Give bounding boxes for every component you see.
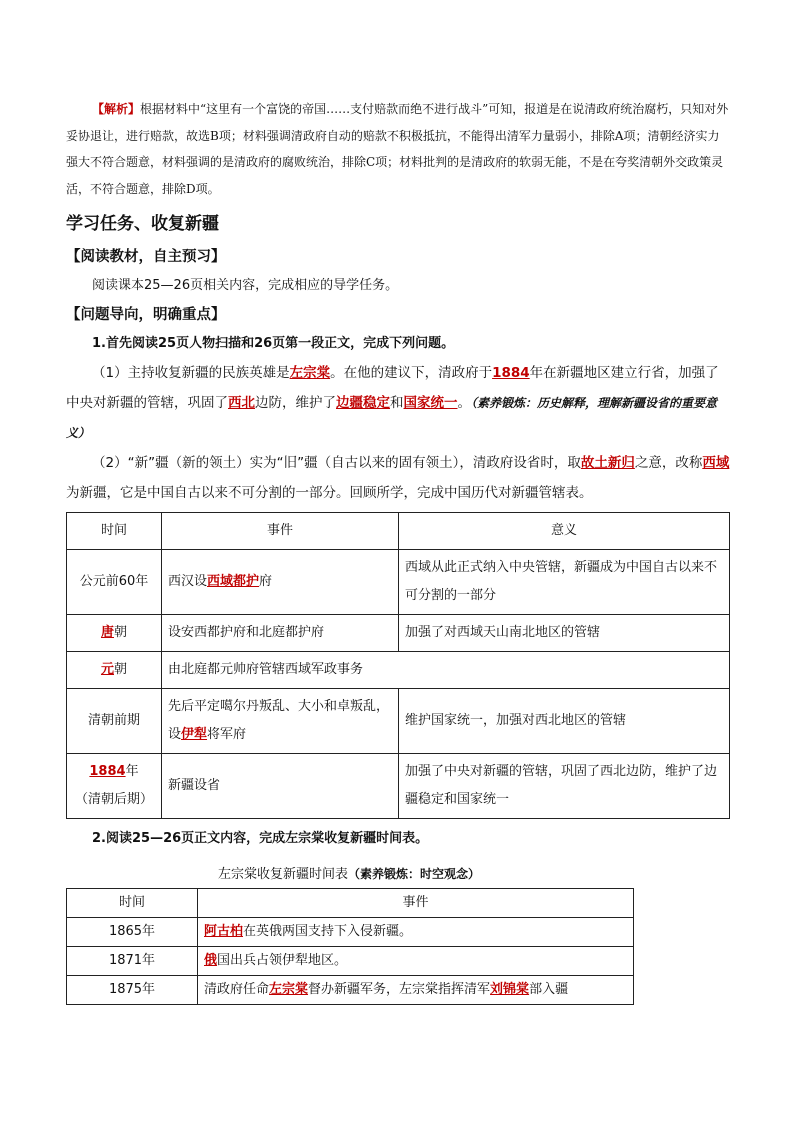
table-row bbox=[67, 615, 730, 652]
caption-text: 左宗棠收复新疆时间表 bbox=[217, 867, 348, 882]
row2-meaning: 加强了对西域天山南北地区的管辖 bbox=[399, 615, 730, 652]
q1-p1-text-b: 。在他的建议下，清政府于 bbox=[330, 365, 493, 381]
caption-note: （素养锻炼：时空观念） bbox=[348, 867, 481, 881]
t2-row3-text-b: 督办新疆军务，左宗棠指挥清军 bbox=[308, 982, 491, 997]
answer-yakub-beg: 阿古柏 bbox=[204, 924, 244, 939]
section-question-heading: 【问题导向，明确重点】 bbox=[66, 307, 226, 323]
t2-row1-event bbox=[198, 918, 634, 947]
q1-p2-text-a: （2）“新”疆（新的领土）实为“旧”疆（自古以来的固有领土），清政府设省时，取 bbox=[92, 455, 581, 471]
row5-meaning: 加强了中央对新疆的管辖，巩固了西北边防，维护了边疆稳定和国家统一 bbox=[399, 754, 730, 819]
row5-event: 新疆设省 bbox=[162, 754, 399, 819]
worksheet-page bbox=[66, 96, 730, 1005]
row3-event: 由北庭都元帅府管辖西域军政事务 bbox=[162, 652, 730, 689]
t2-row3-text-a: 清政府任命 bbox=[204, 982, 270, 997]
row4-event bbox=[162, 689, 399, 754]
q1-p1-text-d: 边防，维护了 bbox=[255, 395, 336, 411]
read-instruction: 阅读课本25—26页相关内容，完成相应的导学任务。 bbox=[92, 278, 399, 293]
table2-caption bbox=[66, 863, 632, 882]
answer-hero: 左宗棠 bbox=[289, 365, 331, 381]
q1-p1-text-c: 年在新疆地区建立行省，加强了中央对新疆的管辖，巩固了 bbox=[66, 365, 719, 411]
t2-row2-event bbox=[198, 947, 634, 976]
table-header-row bbox=[67, 513, 730, 550]
answer-tang: 唐 bbox=[100, 625, 114, 640]
q1-part1 bbox=[66, 358, 730, 448]
row4-event-b: 将军府 bbox=[207, 727, 247, 742]
row4-meaning: 维护国家统一，加强对西北地区的管辖 bbox=[399, 689, 730, 754]
answer-protectorate: 西域都护 bbox=[207, 574, 260, 589]
analysis-tag: 【解析】 bbox=[92, 102, 141, 116]
table-row bbox=[67, 689, 730, 754]
answer-ili: 伊犁 bbox=[181, 727, 208, 742]
table-row bbox=[67, 550, 730, 615]
q2-heading: 2.阅读25—26页正文内容，完成左宗棠收复新疆时间表。 bbox=[92, 831, 429, 846]
row2-event: 设安西都护府和北庭都护府 bbox=[162, 615, 399, 652]
q1-part2 bbox=[66, 448, 730, 508]
table-row bbox=[67, 652, 730, 689]
row1-event-a: 西汉设 bbox=[168, 574, 208, 589]
q1-p2-text-b: 之意，改称 bbox=[634, 455, 703, 471]
q1-p1-text-e: 和 bbox=[390, 395, 404, 411]
answer-liu: 刘锦棠 bbox=[490, 982, 530, 997]
answer-stability: 边疆稳定 bbox=[336, 395, 390, 411]
t2-row1-text: 在英俄两国支持下入侵新疆。 bbox=[243, 924, 413, 939]
row1-event-b: 府 bbox=[259, 574, 273, 589]
recovery-timeline-table bbox=[66, 888, 634, 1005]
t2-row3-event bbox=[198, 976, 634, 1005]
col-header-time: 时间 bbox=[67, 889, 198, 918]
answer-western-regions: 西域 bbox=[702, 455, 730, 471]
answer-zuo: 左宗棠 bbox=[269, 982, 309, 997]
jurisdiction-table bbox=[66, 512, 730, 819]
row2-time bbox=[67, 615, 162, 652]
row1-time: 公元前60年 bbox=[67, 550, 162, 615]
row4-time: 清朝前期 bbox=[67, 689, 162, 754]
table-row bbox=[67, 918, 634, 947]
row4-event-a: 先后平定噶尔丹叛乱、大小和卓叛乱，设 bbox=[168, 699, 390, 742]
answer-yuan: 元 bbox=[100, 662, 114, 677]
row1-event bbox=[162, 550, 399, 615]
task-title: 学习任务、收复新疆 bbox=[66, 214, 219, 234]
row5-time bbox=[67, 754, 162, 819]
col-header-time: 时间 bbox=[67, 513, 162, 550]
analysis-text: 根据材料中“这里有一个富饶的帝国……支付赔款而绝不进行战斗”可知，报道是在说清政府统治腐朽，只知对外妥协退让，进行赔款，故选B项；材料强调清政府自动的赔款不积极抵抗，不能得出清军力量弱小，排除A项；清朝经济实力强大不符合题意，材料强调的是清政府的腐败统治，排除C项；材料批判的是清政府的软弱无能，不是在夸奖清朝外交政策灵活，不符合题意，排除D项。 bbox=[66, 102, 729, 196]
row5-time-b: 年 bbox=[125, 764, 139, 779]
q1-p1-text-a: （1）主持收复新疆的民族英雄是 bbox=[92, 365, 290, 381]
q1-p1-text-f: 。 bbox=[457, 395, 471, 411]
col-header-event: 事件 bbox=[162, 513, 399, 550]
t2-row1-time: 1865年 bbox=[67, 918, 198, 947]
table-row bbox=[67, 976, 634, 1005]
col-header-meaning: 意义 bbox=[399, 513, 730, 550]
row1-meaning: 西域从此正式纳入中央管辖，新疆成为中国自古以来不可分割的一部分 bbox=[399, 550, 730, 615]
col-header-event: 事件 bbox=[198, 889, 634, 918]
t2-row2-text: 国出兵占领伊犁地区。 bbox=[217, 953, 348, 968]
q1-literacy-note: （素养锻炼：历史解释，理解新疆设省的重要意义） bbox=[66, 396, 718, 440]
answer-year: 1884 bbox=[492, 365, 530, 381]
row3-time bbox=[67, 652, 162, 689]
answer-russia: 俄 bbox=[204, 953, 218, 968]
table-row bbox=[67, 947, 634, 976]
row3-time-b: 朝 bbox=[114, 662, 128, 677]
t2-row3-text-c: 部入疆 bbox=[529, 982, 569, 997]
table-row bbox=[67, 754, 730, 819]
analysis-paragraph bbox=[66, 96, 730, 202]
answer-old-land: 故土新归 bbox=[580, 455, 635, 471]
q1-heading: 1.首先阅读25页人物扫描和26页第一段正文，完成下列问题。 bbox=[92, 336, 455, 351]
row2-time-b: 朝 bbox=[114, 625, 128, 640]
t2-row3-time: 1875年 bbox=[67, 976, 198, 1005]
answer-northwest: 西北 bbox=[228, 395, 255, 411]
table-header-row bbox=[67, 889, 634, 918]
section-read-heading: 【阅读教材，自主预习】 bbox=[66, 249, 226, 265]
answer-1884: 1884 bbox=[89, 764, 126, 779]
q1-p2-text-c: 为新疆，它是中国自古以来不可分割的一部分。回顾所学，完成中国历代对新疆管辖表。 bbox=[66, 485, 593, 501]
row5-time-c: （清朝后期） bbox=[74, 792, 153, 807]
answer-unity: 国家统一 bbox=[403, 395, 458, 411]
t2-row2-time: 1871年 bbox=[67, 947, 198, 976]
